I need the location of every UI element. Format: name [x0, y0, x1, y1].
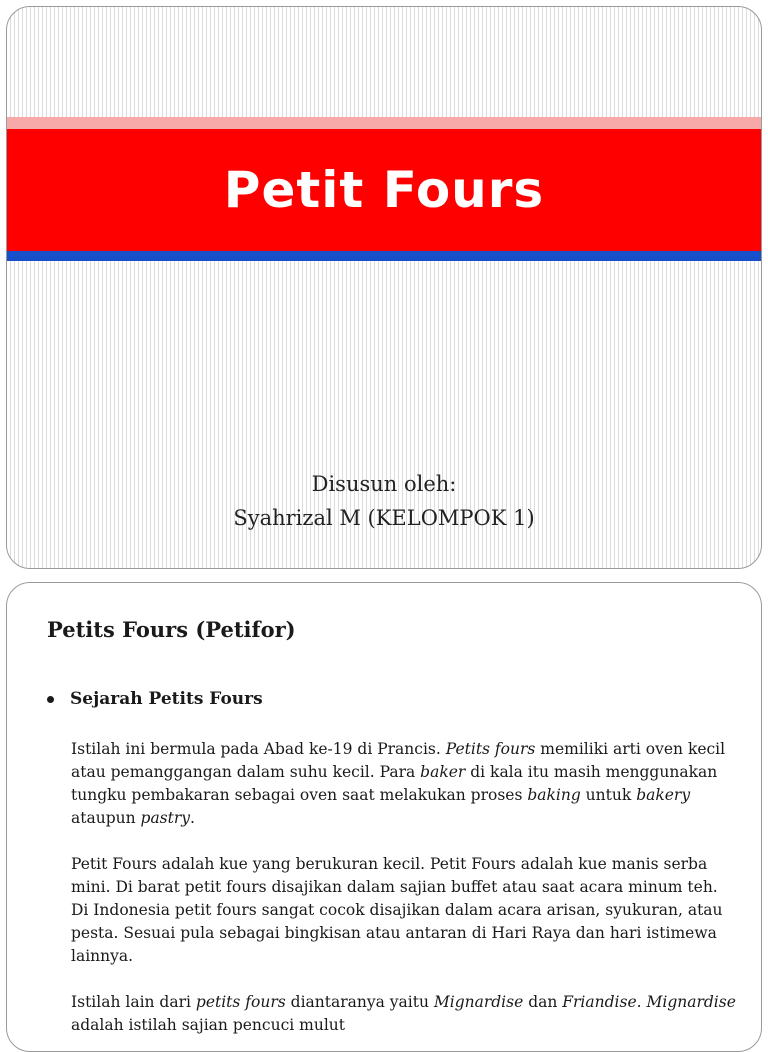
text-run: diantaranya yaitu [285, 993, 434, 1011]
italic-term: bakery [636, 786, 691, 804]
slide-title: Petit Fours [223, 161, 545, 219]
text-run: . [190, 809, 195, 827]
bullet-label: Sejarah Petits Fours [70, 689, 263, 709]
italic-term: petits fours [195, 993, 286, 1011]
italic-term: baker [420, 763, 466, 781]
text-run: Istilah ini bermula pada Abad ke-19 di Prancis. [71, 740, 446, 758]
italic-term: Mignardise [433, 993, 524, 1011]
italic-term: pastry [140, 809, 191, 827]
text-run: . [636, 993, 647, 1011]
title-slide [6, 6, 762, 569]
italic-term: Petits fours [445, 740, 536, 758]
bullet-item [47, 689, 263, 709]
author-label: Disusun oleh: [311, 472, 457, 496]
content-title: Petits Fours (Petifor) [47, 617, 296, 642]
other-terms-paragraph [71, 991, 739, 1037]
author-name: Syahrizal M (KELOMPOK 1) [233, 506, 535, 530]
text-run: memiliki arti oven kecil atau pemanggangan dalam suhu kecil. Para [71, 740, 726, 781]
text-run: Istilah lain dari [71, 993, 196, 1011]
description-paragraph: Petit Fours adalah kue yang berukuran kecil. Petit Fours adalah kue manis serba mini. Di barat petit fours disajikan dalam sajian buffet atau saat acara minum teh. Di Indonesia petit fours sangat cocok disajikan dalam acara arisan, syukuran, atau pesta. Sesuai pula sebagai bingkisan atau antaran di Hari Raya dan hari istimewa lainnya. [71, 855, 723, 965]
italic-term: Mignardise [646, 993, 736, 1011]
text-run: adalah istilah sajian pencuci mulut [71, 1016, 345, 1034]
content-slide [6, 582, 762, 1052]
text-run: ataupun [71, 809, 141, 827]
text-run: di kala itu masih menggunakan tungku pembakaran sebagai oven saat melakukan proses [71, 763, 718, 804]
italic-term: baking [527, 786, 581, 804]
text-run: untuk [580, 786, 637, 804]
bullet-dot-icon [47, 696, 54, 703]
text-run: dan [523, 993, 563, 1011]
bottom-accent-stripe [7, 251, 761, 261]
italic-term: Friandise [562, 993, 637, 1011]
history-paragraph [71, 738, 739, 830]
author-block [7, 467, 761, 535]
